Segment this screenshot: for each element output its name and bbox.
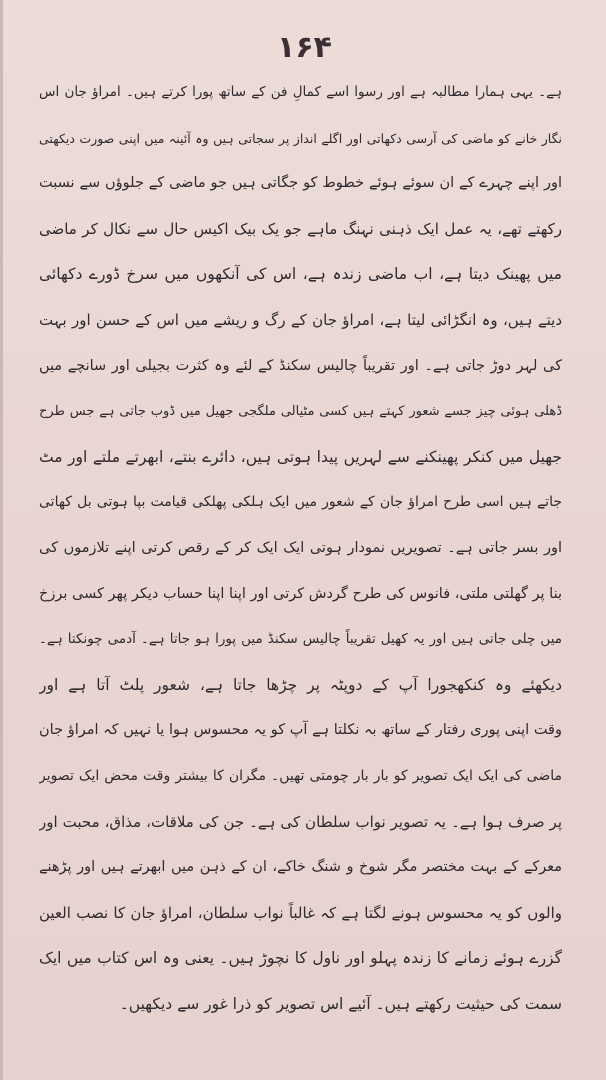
text-line-last: سمت کی حیثیت رکھتے ہیں۔ آئیے اس تصویر کو ذرا غور سے دیکھیں۔ [119,994,562,1013]
text-line: دیتے ہیں، وہ انگڑائی لیتا ہے، امراؤ جان کے رگ و ریشے میں اس کے حسن اور بہت [39,310,562,329]
text-line: ڈھلی ہوئی چیز جسے شعور کہتے ہیں کسی مٹیالی ملگجی جھیل میں ڈوب جاتی ہے جس طرح [39,404,562,420]
page-number: ۱۶۴ [277,30,332,65]
text-line: دیکھئے وہ کنکھجورا آپ کے دوپٹہ پر چڑھا جاتا ہے، شعور پلٹ آتا ہے اور [39,675,562,694]
text-line: میں چلی جاتی ہیں اور یہ کھیل تقریباً چالیس سکنڈ میں پورا ہو جاتا ہے۔ آدمی چونکتا ہے۔ [39,631,562,648]
text-line: جاتے ہیں اسی طرح امراؤ جان کے شعور میں ایک ہلکی پھلکی قیامت بپا ہوتی بل کھاتی [39,494,562,511]
text-line: معرکے کے بہت مختصر مگر شوخ و شنگ خاکے، ان کے ذہن میں ابھرتے ہیں اور پڑھنے [39,859,562,876]
text-line: کی لہر دوڑ جاتی ہے۔ اور تقریباً چالیس سکنڈ کے لئے وہ کثرت بجیلی اور سانچے میں [39,357,562,374]
text-line: بنا پر گھلتی ملتی، فانوس کی طرح گردش کرتی اور اپنا اپنا حساب دیکر پھر کسی برزخ [39,585,562,602]
text-line: پر صرف ہوا ہے۔ یہ تصویر نواب سلطان کی ہے۔ جن کی ملاقات، مذاق، محبت اور [39,812,562,831]
text-line: گزرے ہوئے زمانے کا زندہ پہلو اور ناول کا نچوڑ ہیں۔ یعنی وہ اس کتاب میں ایک [39,949,562,968]
urdu-text-body [39,70,562,1027]
text-line: اور بسر جاتی ہے۔ تصویریں نمودار ہوتی ایک ایک کر کے رقص کرتی اپنے تلازموں کی [39,539,562,556]
text-line: نگار خانے کو ماضی کی آرسی دکھاتی اور اگلے انداز پر سجاتی ہیں وہ آئینہ میں اپنی صورت دیکھتی [39,130,562,146]
text-line: اور اپنے چہرے کے ان سوئے ہوئے خطوط کو جگاتی ہیں جو ماضی کے جلوؤں سے نسبت [39,175,562,192]
text-line: والوں کو یہ محسوس ہونے لگتا ہے کہ غالباً نواب سلطان، امراؤ جان کا نصب العین [39,903,562,922]
text-line: میں پھینک دیتا ہے، اب ماضی زندہ ہے، اس کی آنکھوں میں سرخ ڈورے دکھائی [39,265,562,284]
text-line: ماضی کی ایک ایک تصویر کو بار بار چومتی تھیں۔ مگران کا بیشتر وقت محض ایک تصویر [39,767,562,784]
text-line: رکھتے تھے، یہ عمل ایک ذہنی نہنگ ماہے جو یک بیک اکیس حال سے نکال کر ماضی [39,219,562,238]
text-line: ہے۔ یہی ہمارا مطالبہ ہے اور رسوا اسے کمالِ فن کے ساتھ پورا کرتے ہیں۔ امراؤ جان اس [39,84,562,100]
text-line: وقت اپنی پوری رفتار کے ساتھ بہ نکلتا ہے آپ کو یہ محسوس ہوا یا نہیں کہ امراؤ جان [39,722,562,739]
text-line: جھیل میں کنکر پھینکنے سے لہریں پیدا ہوتی ہیں، دائرے بنتے، ابھرتے ملتے اور مٹ [39,447,562,466]
